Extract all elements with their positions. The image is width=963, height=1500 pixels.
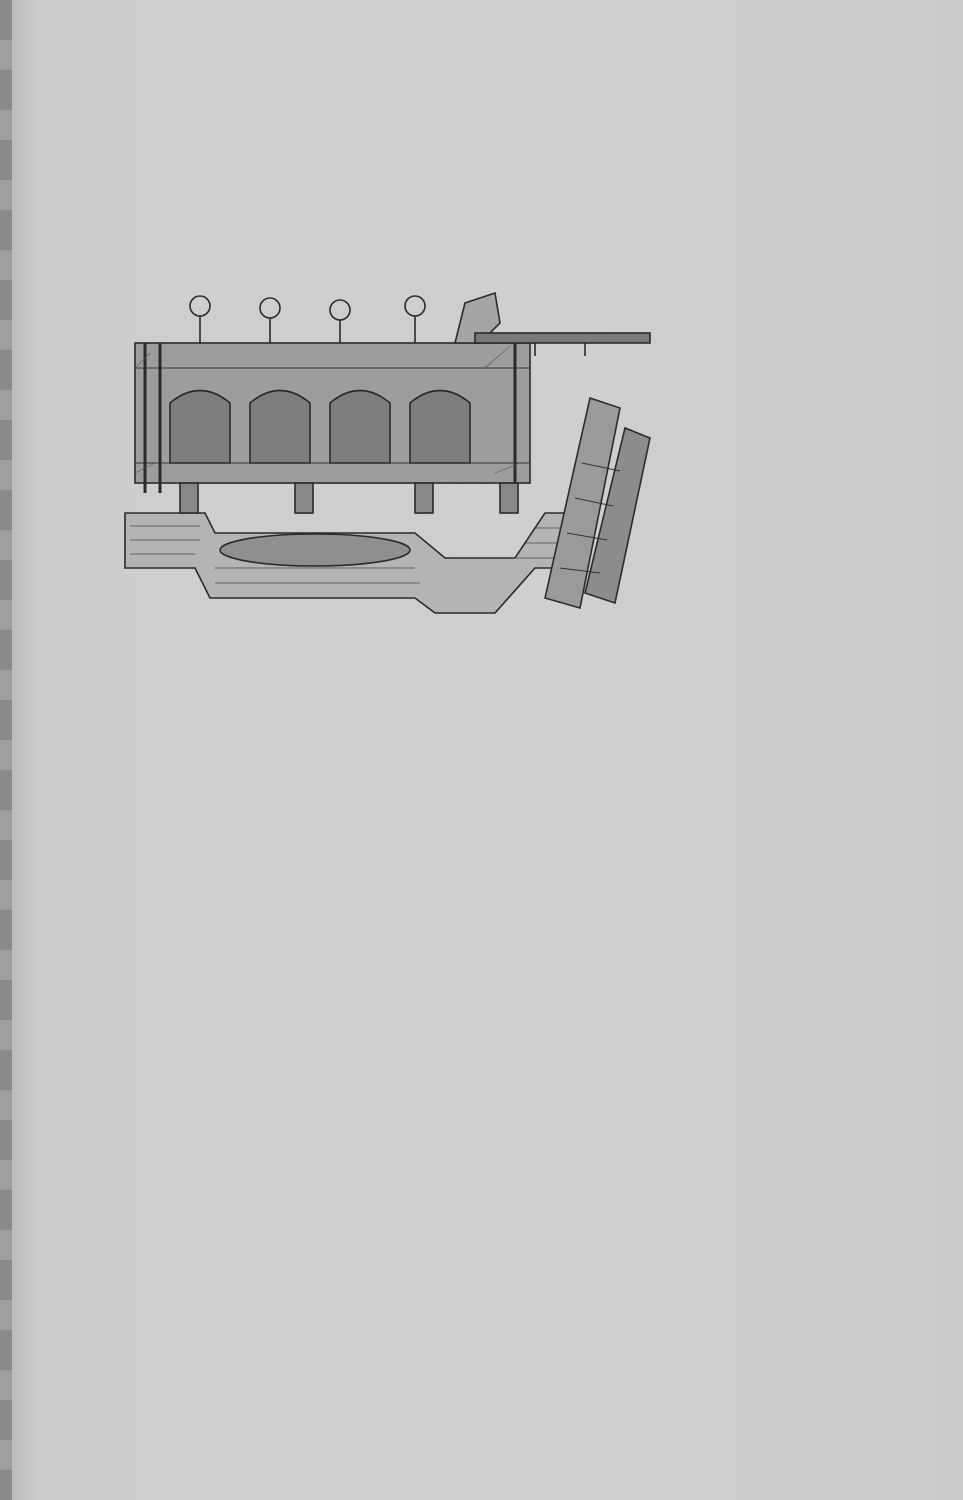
figure-diffusers-illustration xyxy=(115,268,675,653)
figure-caption xyxy=(0,664,963,682)
page-binding-edge xyxy=(0,0,12,1500)
valve-wheels xyxy=(190,296,425,343)
oval-trough xyxy=(220,534,410,566)
